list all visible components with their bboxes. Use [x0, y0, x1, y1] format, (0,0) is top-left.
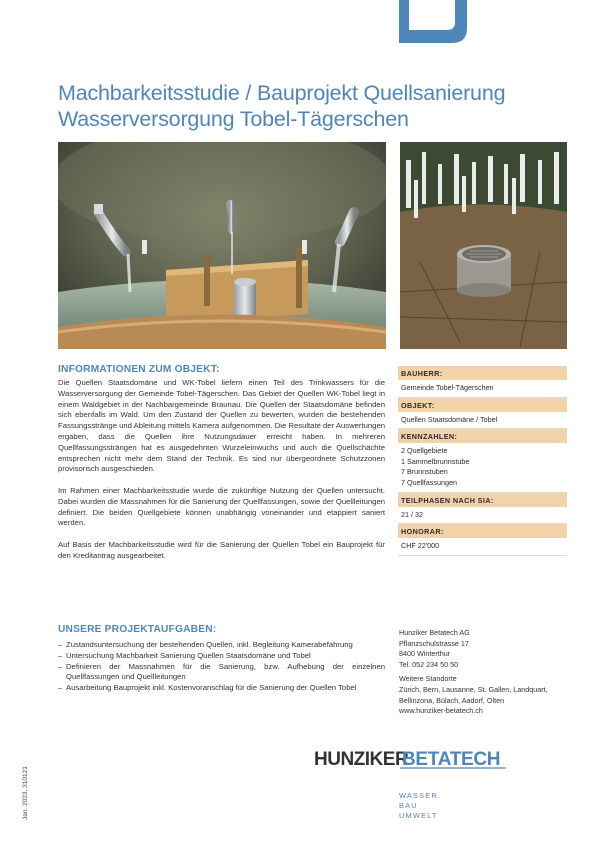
- list-item: – Untersuchung Machbarkeit Sanierung Quellen Staatsdomäne und Tobel: [58, 651, 385, 662]
- tagline-item: BAU: [399, 801, 418, 810]
- contact-block: [399, 628, 569, 717]
- title-line-1: Machbarkeitsstudie / Bauprojekt Quellsanierung: [58, 81, 506, 105]
- bauherr-label: BAUHERR:: [398, 366, 567, 380]
- info-paragraph: Die Quellen Staatsdomäne und WK-Tobel liefern einen Teil des Trinkwassers für die Wasserversorgung der Gemeinde Tobel-Tägerschen. Das Gebiet der Quellen WK-Tobel liegt in einem Waldgebiet in der Nachbargemeinde Braunau. Die Quellen der Staatsdomäne befinden sich ebenfalls im Wald. Um den Zustand der Quellen zu bewerten, wurden die bestehenden Fassungsstränge und Ableitung mittels Kamera aufgenommen. Die Resultate der Auswertungen ergaben, dass die Quellen ihre Nutzungsdauer erreicht haben. In mehreren Quellfassungssträngen hat es ausgedehnten Wurzeleinwuchs und auch die Quellschächte entsprechen nicht mehr dem Stand der Technik. Es sind nur übergeordnete Schutzzonen provisorisch ausgeschieden.: [58, 378, 385, 474]
- project-facts-table: [398, 366, 567, 556]
- teilphasen-label: TEILPHASEN NACH SIA:: [398, 493, 567, 507]
- locations-label: Weitere Standorte: [399, 674, 457, 684]
- objekt-value: Quellen Staatsdomäne / Tobel: [398, 412, 567, 430]
- forest-spring-shaft-photo: [400, 142, 567, 349]
- teilphasen-value: 21 / 32: [398, 507, 567, 525]
- honorar-label: HONORAR:: [398, 524, 567, 538]
- tagline-item: WASSER: [399, 791, 438, 800]
- info-paragraph: Auf Basis der Machbarkeitsstudie wird für die Sanierung der Quellen Tobel ein Bauprojekt für den Kreditantrag ausgearbeitet.: [58, 539, 385, 560]
- info-paragraph: Im Rahmen einer Machbarkeitsstudie wurde die zukünftige Nutzung der Quellen untersucht. Dabei wurden die Massnahmen für die Sanierung der Quellfassungen, sowie der Quellleitungen definiert. Die beiden Quellgebiete können unabhängig voneinander und etappiert saniert werden.: [58, 485, 385, 528]
- logo-part-2: BETATECH: [402, 749, 501, 770]
- task-list: [58, 640, 385, 694]
- website-link[interactable]: www.hunziker-betatech.ch: [399, 706, 483, 716]
- info-text: [58, 378, 385, 572]
- document-date: Jan. 2023, 310121: [22, 766, 29, 820]
- page-title: [58, 80, 558, 132]
- kennzahlen-label: KENNZAHLEN:: [398, 429, 567, 443]
- bauherr-value: Gemeinde Tobel-Tägerschen: [398, 380, 567, 398]
- list-item: – Zustandsuntersuchung der bestehenden Quellen, inkl. Begleitung Kamerabefahrung: [58, 640, 385, 651]
- company-name: Hunziker Betatech AG: [399, 628, 470, 637]
- logo-part-1: HUNZIKER: [314, 749, 409, 770]
- kennzahlen-value: [398, 443, 567, 492]
- tagline-item: UMWELT: [399, 811, 438, 820]
- section-heading-tasks: UNSERE PROJEKTAUFGABEN:: [58, 624, 217, 635]
- spring-chamber-photo: [58, 142, 386, 349]
- kennzahl-item: 7 Quellfassungen: [401, 477, 457, 487]
- city-address: 8400 Winterthur: [399, 649, 451, 659]
- hunziker-betatech-logo: [314, 746, 509, 770]
- kennzahl-item: 2 Quellgebiete: [401, 446, 448, 456]
- list-item: – Definieren der Massnahmen für die Sanierung, bzw. Aufhebung der einzelnen Quellfassungen und Quellleitungen: [58, 662, 385, 684]
- phone-number: Tel. 052 234 50 50: [399, 659, 459, 669]
- honorar-value: CHF 22'000: [398, 538, 567, 556]
- kennzahl-item: 1 Sammelbrunnstube: [401, 456, 470, 466]
- section-heading-info: INFORMATIONEN ZUM OBJEKT:: [58, 364, 220, 375]
- objekt-label: OBJEKT:: [398, 398, 567, 412]
- tagline: [399, 791, 438, 821]
- locations-list: Zürich, Bern, Lausanne, St. Gallen, Landquart, Bellinzona, Bülach, Aadorf, Olten: [399, 684, 548, 705]
- list-item: – Ausarbeitung Bauprojekt inkl. Kostenvoranschlag für die Sanierung der Quellen Tobel: [58, 683, 385, 694]
- title-line-2: Wasserversorgung Tobel-Tägerschen: [58, 107, 409, 131]
- brand-tab-graphic: [399, 0, 467, 43]
- street-address: Pflanzschulstrasse 17: [399, 638, 469, 648]
- kennzahl-item: 7 Brunnstuben: [401, 467, 448, 477]
